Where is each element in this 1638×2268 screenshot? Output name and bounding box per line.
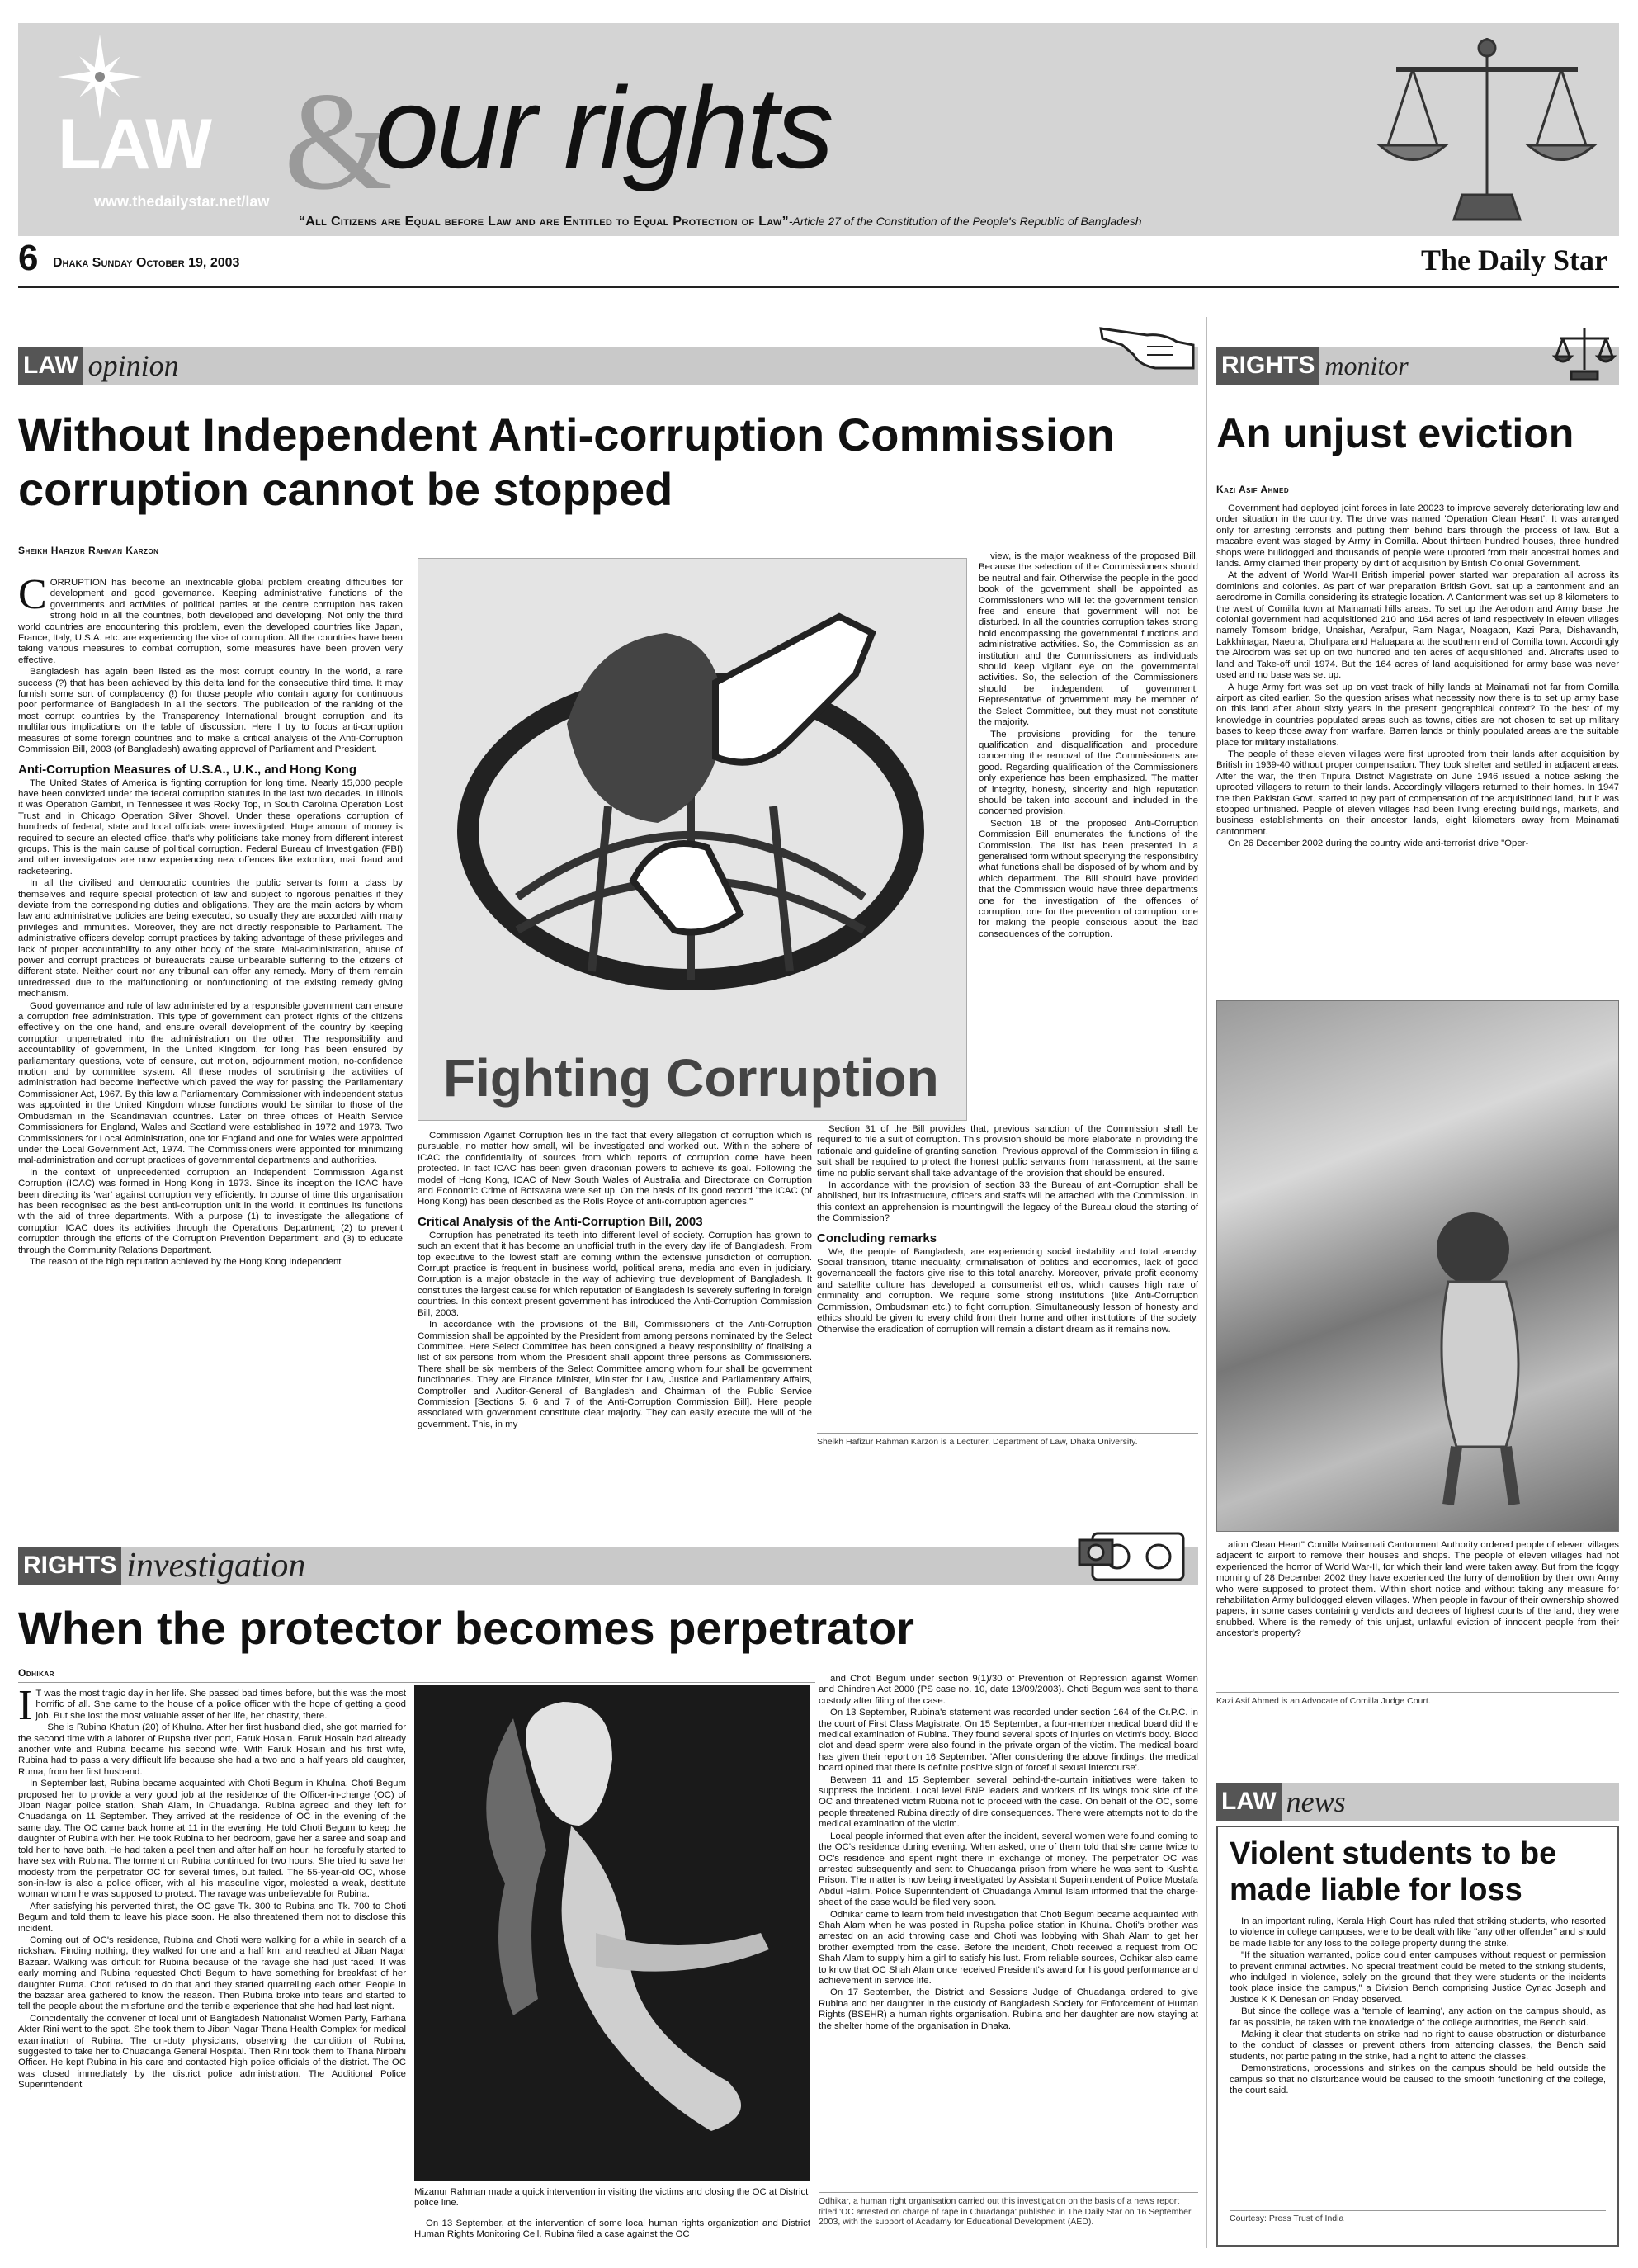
- law-opinion-col1: [18, 578, 403, 1461]
- paragraph: Coming out of OC's residence, Rubina and Choti were walking for a while in search of a rickshaw. Finding nothing, they walked for one and a half km. and reached at Jiban Nagar Bazaar. Walking was difficult for Rubina because of the ravage she had just faced. It was early morning and Rubina requested Choti Begum to have something for breakfast of her daughter Ruma. Choti refused to do that and they started quarrelling each other. People in the bazaar area gathered to know the reason. Then Rubina broke into tears and started to tell the people about the misfortune and the terrible experience that she had had last night.: [18, 1935, 406, 2012]
- paragraph: Good governance and rule of law administered by a responsible government can ensure a corruption free administration. This type of government can protect rights of the citizens effectively on the one hand, and ensure overall development of the country by keeping corruption unpenetrated into the administration on the other. The responsibility and accountability of government, in the United Kingdom, for long has been ensured by parliamentary questions, vote of censure, cut motion, adjournment motion, no-confidence motion and by committee system. All these modes of scrutinising the activities of administration had become ineffective which paved the way for passing the Parliamentary Commissioner Act, 1967. By this law a Parliamentary Commissioner with independent status was appointed in the United Kingdom whose functions would be similar to those of the Ombudsman in the Scandinavian countries. Later on three offices of Health Service Commissioners for England, Wales and Scotland were established in 1972 and 1973. Two Commissioners for Local Administration, one for England and one for Wales were appointed under the Local Government Act, 1974. The Commissioners were appointed for minimizing mal-administration and corrupt practices of governmental departments and authorities.: [18, 1000, 403, 1166]
- paragraph: view, is the major weakness of the proposed Bill. Because the selection of the Commissioners should be neutral and fair. Otherwise the people in the good book of the government shall be appointed as Commissioners who will let the government tension free and ensure that government will not be disturbed. In all the countries corruption takes strong hold encompassing the governmental functions and administrative activities. So, the Commission as an institution and the Commissioners as individuals should keep vigilant eye on the governmental activities. So, the selection of the Commissioners should be independent of government. Representative of government may be member of the Select Committee, but they must not constitute the majority.: [979, 551, 1198, 728]
- opinion-col3-rest: [817, 1124, 1198, 1225]
- newspaper-logo: The Daily Star: [1421, 243, 1608, 276]
- column-divider: [1206, 317, 1207, 2248]
- opinion-col2-paras: [418, 1131, 812, 1208]
- paragraph: The people of these eleven villages were first uprooted from their lands after acquisition by British in 1939-40 without proper compensation. They took shelter and settled in adjacent areas. After the war, the then Tripura District Magistrate on June 1946 issued a notice asking the uprooted villagers to return to their lands. Accordingly villagers returned to their homes. In 1947 the then Pakistan Govt. started to pay part of compensation of the acquisitioned land, but it was stopped unfinished. People of eleven villages had been living erecting buildings, markets, and business establishments on their ancestor lands, eight kilometers away from Mainamati cantonment.: [1216, 749, 1619, 837]
- law-news-headline: Violent students to be made liable for loss: [1230, 1836, 1557, 1907]
- paragraph: "If the situation warranted, police could enter campuses without request or permission to prevent criminal activities. No special treatment could be meted to the striking students, who indulged in violence, solely on the ground that they were students or the incidents took place inside the campus," a Division Bench comprising Justice Cyriac Joseph and Justice K K Denesan on Friday observed.: [1230, 1950, 1606, 2005]
- rights-monitor-byline: Kazi Asif Ahmed: [1216, 484, 1290, 495]
- subheading: Critical Analysis of the Anti-Corruption Bill, 2003: [418, 1214, 703, 1229]
- law-news-band: [1216, 1783, 1619, 1821]
- masthead-ampersand: &: [284, 64, 394, 219]
- eviction-photo: [1216, 1000, 1619, 1532]
- rights-investigation-col3: [819, 1674, 1198, 2185]
- paragraph: Commission Against Corruption lies in the fact that every allegation of corruption which is pursuable, no matter how small, will be investigated and worked out. Within the sphere of ICAC the confidentiality of sources from which reports of corruption come have been protected. In fact ICAC has been given draconian powers to achieve its goal. Following the model of Hong Kong, ICAC of New South Wales of Australia and Directorate on Corruption and Economic Crime of Botswana were set up. On the basis of its good record "the ICAC (of Hong Kong) has been described as the Rolls Royce of anti-corruption agencies.": [418, 1131, 812, 1207]
- top-rule: [18, 286, 1619, 288]
- masthead-url[interactable]: www.thedailystar.net/law: [94, 193, 270, 210]
- paragraph: On 13 September, Rubina's statement was recorded under section 164 of the Cr.P.C. in the court of First Class Magistrate. On 15 September, a four-member medical board did the medical examination of Rubina. They found several spots of injuries on victim's body. Blood clot and dead sperm were also found in the private organ of the victim. The medical board has given their report on 16 September. 'After considering the above findings, the medical board opined that there is definite positive sign of forceful sexual intercourse'.: [819, 1708, 1198, 1774]
- law-opinion-col3-wide: [817, 1124, 1198, 1421]
- paragraph: Coincidentally the convener of local unit of Bangladesh Nationalist Women Party, Farhana Akter Rini went to the spot. She took them to Jiban Nagar Thana Health Complex for medical examination of Rubina. The on-duty physicians, observing the condition of Rubina, suggested to take her to Chuadanga General Hospital. Then Rini took them to Thana Nirbahi Officer. He kept Rubina in his care and contacted high police officials of the district. The OC was closed immediately by the district police administration. The Additional Police Superintendent: [18, 2013, 406, 2091]
- paragraph: In all the civilised and democratic countries the public servants form a class by themselves and require special protection of law and subject to rigorous penalties if they deviate from the corresponding duties and obligations. They are the main actors by whom law and administrative policies are being executed, so usually they are accorded with many privileges and immunities. Moreover, they are not directly responsible to Parliament. The administrative officers develop corrupt practices by taking advantage of these privileges and lack of proper accountability to any other body of the state. Mal-administration, abuse of power and corrupt practices of bureaucrats cause unbearable suffering to the citizens of different state. Neither court nor any tribunal can offer any remedy. Many of them remain unredressed due to the malfunctioning or nonfunctioning of the existing remedy giving mechanism.: [18, 878, 403, 999]
- paragraph: Local people informed that even after the incident, several women were found coming to the OC's residence during evening. When asked, one of them told that she came twice to OC's residence and spent night there in exchange of money. The perpetrator OC was arrested subsequently and sent to Chuadanga prison from where he was sent to Kushtia Prison. The matter is now being investigated by Assistant Superintendent of Police Mostafa Abdul Halim. Police Superintendent of Chuadanga Aminul Islam informed that the charge-sheet of the case would be filed very soon.: [819, 1831, 1198, 1908]
- masthead-law: LAW: [58, 105, 211, 184]
- rights-investigation-band: [18, 1547, 1198, 1585]
- paragraph: Odhikar came to learn from field investigation that Choti Begum became acquainted with Shah Alam when he was posted in Rupsha police station in Khulna. Choti's brother was arrested on an acid throwing case and Choti was lobbying with Shah Alam to get her brother exempted from the case. Before the incident, Choti received a request from OC Shah Alam to supply him a girl to satisfy his lust. From reliable sources, Odhikar also came to know that OC Shah Alam once received President's award for his good performance and achievement in service life.: [819, 1909, 1198, 1986]
- paragraph: Government had deployed joint forces in late 20023 to improve severely deteriorating law and order situation in the country. The drive was named 'Operation Clean Heart'. It was arranged only for arresting terrorists and putting them behind bars through the process of law. But a macabre event was staged by Army in Comilla. About thirteen hundred houses, three hundred shops were bulldogged and thousands of people were uprooted from their ancestral homes and lands. Army claimed their property by dint of acquisition by British Colonial Government.: [1216, 503, 1619, 569]
- paragraph: The United States of America is fighting corruption for long time. Nearly 15,000 people have been convicted under the federal corruption statutes in the last two decades. In Illinois it was Operation Gambit, in Tennessee it was Rocky Top, in South Carolina Operation Lost Trust and in Chicago Operation Silver Shovel. Under these operations corruption of hundreds of federal, state and local officials were investigated. Huge amount of money is required to secure an elected office, that's why politicians take money from different interest groups. This is the main cause of political corruption. Federal Bureau of Investigation (FBI) and other investigators are now experiencing new offences like extortion, mail fraud and racketeering.: [18, 777, 403, 876]
- monitor-paras-after: [1216, 1540, 1619, 1640]
- rights-monitor-text-after: [1216, 1540, 1619, 1689]
- byline-rule: [18, 1682, 815, 1683]
- camera-tape-recorder-icon: [1076, 1515, 1200, 1591]
- investigation-col3-paras: [819, 1674, 1198, 2032]
- dateline: Dhaka Sunday October 19, 2003: [53, 256, 240, 270]
- child-figure-icon: [1399, 1199, 1564, 1513]
- paragraph: Making it clear that students on strike had no right to cause obstruction or disturbance to the conduct of classes or prevent others from attending classes, the Bench said students, not participating in the strike, had a right to attend the classes.: [1230, 2029, 1606, 2062]
- opinion-col3-paras: [979, 551, 1198, 940]
- constitution-quote: “All Citizens are Equal before Law and are Entitled to Equal Protection of Law”: [299, 215, 789, 229]
- rights-investigation-headline: When the protector becomes perpetrator: [18, 1602, 914, 1654]
- paragraph: and Choti Begum under section 9(1)/30 of Prevention of Repression against Women and Chindren Act 2000 (PS case no. 10, date 13/09/2003). Choti Begum was sent to thana custody after filing of the case.: [819, 1674, 1198, 1706]
- law-opinion-byline: Sheikh Hafizur Rahman Karzon: [18, 545, 159, 556]
- section-subtitle: news: [1286, 1785, 1346, 1818]
- rights-investigation-col2: [414, 2218, 810, 2255]
- paragraph: The reason of the high reputation achieved by the Hong Kong Independent: [30, 1256, 342, 1267]
- investigation-col1-paras: [18, 1689, 406, 2091]
- opinion-col3b-paras: [817, 1247, 1198, 1335]
- scales-of-justice-icon: [1371, 30, 1603, 234]
- drop-cap: C: [18, 578, 47, 618]
- paragraph: We, the people of Bangladesh, are experiencing social instability and total anarchy. Social transition, titanic inequality, crminalisation of politics and economics, lack of good governanceall the factors give rise to this total anarchy. Moreover, private profit economy and satellite culture has developed a consumerist ethos, which causes high rate of criminality and corruption. We require some strong institutions (like Anti-Corruption Commission, Ombudsman etc.) to fight corruption. Simultaneously lesson of honesty and ethics should be given to every child from their home and other institutions of the society. Otherwise the eradication of corruption will remain a distant dream as it remains now.: [817, 1246, 1198, 1335]
- paragraph: CORRUPTION has become an inextricable global problem creating difficulties for development and good governance. Keeping administrative functions of the governments and activities of political parties at the centre corruption has taken strong hold in all the countries, both developed and developing. Not only the third world countries are encountering this problem, even the developed countries like Japan, France, Italy, U.S.A. etc. are experiencing the vice of corruption. All the countries have been taking various measures to combat corruption, some measures have been proven very effective.: [18, 578, 403, 665]
- paragraph: Section 31 of the Bill provides that, previous sanction of the Commission shall be required to file a suit of corruption. This provision should be more elaborate in providing the rationale and guideline of granting sanction. Previous approval of the Commission in filing a suit shall be required to protect the honest public servants from harassment, at the same time no public servant shall take advantage of the provision that should be ensured.: [817, 1124, 1198, 1179]
- fighting-corruption-image: [418, 558, 967, 1121]
- masthead-quote-line: [299, 215, 1142, 229]
- paragraph: At the advent of World War-II British imperial power started war preparation all across its dominions and colonies. As part of war preparation British Govt. sat up a cantonment and an aerodrome in Comilla considering its strategic location. A Cantonment was set up 8 kilometers to the west of Comilla town at Mainamati hills areas. To set up the Aerodom and Army base the colonial government had acquisitioned 210 and 164 acres of land respectively in eleven villages namely Tomsom bridge, Unaishar, Asrafpur, Ram Nagar, Noagaon, Kazi Para, Dishavandh, Lakkhinagar, Naeura, Dhulipara and Haluapara at the southern end of Comilla town. Accordingly the Airodrom was set up on two hundred and ten acres of acquisitioned land. Aircrafts used to land and Take-off until 1974. But the 164 acres of land acquisitioned for army base was never used and no base was set up.: [1216, 570, 1619, 681]
- law-opinion-headline: Without Independent Anti-corruption Commission corruption cannot be stopped: [18, 409, 1115, 515]
- news-courtesy: Courtesy: Press Trust of India: [1230, 2210, 1606, 2224]
- section-tag: RIGHTS: [18, 1547, 121, 1585]
- paragraph: In accordance with the provisions of the Bill, Commissioners of the Anti-Corruption Commission shall be appointed by the President from among persons nominated by the Select Committee. Here Select Committee has been consigned a heavy responsibility of finalising a list of six persons from whom the President shall appoint three persons as Commissioners. There shall be six members of the Select Committee among whom four shall be government functionaries. They are Finance Minister, Minister for Law, Justice and Parliamentary Affairs, Comptroller and Auditor-General of Bangladesh and Chairman of the Public Service Commission [Sections 5, 6 and 7 of the Anti-Corruption Commission Bill]. Here people associated with government constitute clear majority. They can easily execute the will of the government. This, in my: [418, 1320, 812, 1429]
- law-opinion-col3: [979, 551, 1198, 1121]
- law-news-box: [1216, 1826, 1619, 2247]
- paragraph: On 26 December 2002 during the country wide anti-terrorist drive "Oper-: [1228, 839, 1529, 849]
- constitution-source: -Article 27 of the Constitution of the People's Republic of Bangladesh: [788, 215, 1142, 228]
- masthead-our-rights: our rights: [375, 63, 832, 192]
- opinion-author-note: Sheikh Hafizur Rahman Karzon is a Lecturer, Department of Law, Dhaka University.: [817, 1433, 1198, 1448]
- paragraph: After satisfying his perverted thirst, the OC gave Tk. 300 to Rubina and Tk. 700 to Choti Begum and told them to leave his place soon. He also threatened them not to disclose this incident.: [18, 1901, 406, 1934]
- paragraph: Corruption has penetrated its teeth into different level of society. Corruption has grown to such an extent that it has become an unofficial truth in the every day life of Bangladesh. From top executive to the lowest staff are coming within the extensive jurisdiction of corruption. Corrupt practice is frequent in business world, political arena, media and even in judiciary. Corruption is a major obstacle in the way of achieving true development of Bangladesh. It constitutes the largest cause for which reputation of Bangladesh is severely suffering in foreign countries. In this context present government has introduced the Anti-Corruption Commission Bill, 2003.: [418, 1230, 812, 1318]
- opinion-col1b-paras: [18, 778, 403, 1269]
- illustration-caption: Mizanur Rahman made a quick intervention in visiting the victims and closing the OC at District police line.: [414, 2187, 809, 2209]
- news-paras: [1230, 1916, 1606, 2097]
- subheading: Concluding remarks: [817, 1231, 937, 1245]
- investigation-col2-paras: [414, 2218, 810, 2241]
- masthead: [18, 23, 1619, 236]
- opinion-col1-paras: [18, 578, 403, 756]
- paragraph: She is Rubina Khatun (20) of Khulna. After her first husband died, she got married for the second time with a laborer of Rupsha river port, Faruk Hosain. Faruk Hosain had already another wife and Rubina became his second wife. With Faruk Hosain and his first wife, Rubina had to pass a very difficult life because she had a two and a half years old daughter, Ruma, from her first husband.: [18, 1722, 406, 1777]
- image-title: Fighting Corruption: [443, 1048, 939, 1108]
- monitor-author-note: Kazi Asif Ahmed is an Advocate of Comilla Judge Court.: [1216, 1692, 1619, 1707]
- rights-monitor-text: [1216, 503, 1619, 997]
- law-opinion-col2: [418, 1131, 812, 1461]
- paragraph: I T was the most tragic day in her life. She passed bad times before, but this was the most horrific of all. She came to the house of a police officer with the hope of getting a good job. But she lost the most valuable asset of her life, her chastity, there.: [18, 1689, 406, 1729]
- paragraph: But since the college was a 'temple of learning', any action on the campus should, as far as possible, be taken with the knowledge of the college authorities, the Bench said.: [1230, 2006, 1606, 2028]
- page-number: 6: [18, 238, 39, 278]
- opinion-col2b-paras: [418, 1231, 812, 1430]
- paragraph: In September last, Rubina became acquainted with Choti Begum in Khulna. Choti Begum proposed her to provide a very good job at the residence of the Officer-in-charge (OC) of Jiban Nagar police station, Shah Alam, in Chuadanga. Rubina agreed and they left for Chuadanga on 11 September. They arrived at the residence of OC in the evening of the same day. The OC came back home at 11 in the evening. He told Choti Begum to keep the daughter of Rubina with her. He took Rubina to her bedroom, gave her a saree and soap and told her to have bath. He had taken a peel then and after half an hour, he forcefully started to have sex with Rubina. The torment on Rubina continued for two hours. She tried to save her modesty from the perpetrator OC for several times, but failed. The 55-year-old OC, whose son-in-law is also a police officer, with all his masculine vigor, molested a weak, destitute woman whom he was supposed to protect. The ravage was unbelievable for Rubina.: [18, 1779, 406, 1900]
- pointing-hand-icon: [1098, 317, 1197, 375]
- paragraph: In an important ruling, Kerala High Court has ruled that striking students, who resorted to violence in college campuses, were to be dealt with like "any other offender" and should be made liable for any loss to the college property during the strike.: [1230, 1916, 1606, 1949]
- rights-monitor-headline: An unjust eviction: [1216, 410, 1574, 456]
- drop-cap: I: [18, 1689, 33, 1729]
- paragraph: In accordance with the provision of section 33 the Bureau of anti-Corruption shall be abolished, but its infrastructure, officers and staffs will be attached with the Commission. In this context an apprehension is mountingwill the legacy of the Bureau cloud the starting of the Commission?: [817, 1180, 1198, 1224]
- globe-hand-icon: [443, 584, 938, 1029]
- section-subtitle: monitor: [1324, 350, 1409, 380]
- woman-figure-icon: [414, 1685, 810, 2181]
- paragraph: A huge Army fort was set up on vast track of hilly lands at Mainamati not far from Comilla airport as cited earlier. So the question arises what necessity now there is to set up army base on this land after about sixty years in the present geographical context? To the best of my knowledge in countries populated areas such as towns, cities are not chosen to set up military bases to keep those away from warfare. Barren lands or thinly populated areas are the suitable place for military installations.: [1216, 682, 1619, 748]
- section-subtitle: investigation: [126, 1547, 306, 1585]
- paragraph: ation Clean Heart" Comilla Mainamati Cantonment Authority ordered people of eleven villages adjacent to airport to remove their houses and shops. The people of eleven villages had not experienced the horror of World War-II, for which their land were taken away. But from the foggy morning of 28 December 2002 they have experienced the furry of demolition by their own Army who were supposed to protect them. Within short notice and without taking any measure for rehabilitation Army bulldogged eleven villages. When people in favour of their ownership showed papers, in some cases containing verdicts and decrees of highest courts of the land, they were snubbed. Where is the remedy of this unjust, unlawful eviction of innocent people from their ancestor's property?: [1216, 1540, 1619, 1639]
- paragraph: Section 18 of the proposed Anti-Corruption Commission Bill enumerates the functions of the Commission. The list has been presented in a generalised form without specifying the responsibility what functions shall be disposed of by whom and by which department. The Bill should have provided that the Commission would have three departments one for the investigation of the offences of corruption, one for the prevention of corruption, one for making the people conscious about the bad consequences of the corruption.: [979, 818, 1198, 939]
- rights-investigation-byline: Odhikar: [18, 1667, 54, 1679]
- section-subtitle: opinion: [87, 349, 179, 382]
- law-news-text: [1230, 1916, 1606, 2207]
- paragraph: Between 11 and 15 September, several behind-the-curtain initiatives were taken to suppress the incident. Local level BNP leaders and workers of its wings took side of the OC and threatened victim Rubina not to proceed with the case. On behalf of the OC, some people threatened Rubina directly of dire consequences. There were attempts not to do the medical examination of the victim.: [819, 1774, 1198, 1830]
- paragraph: Demonstrations, processions and strikes on the campus should be held outside the campus so that no disturbance would be caused to the smooth functioning of the college, the court said.: [1230, 2063, 1606, 2096]
- paragraph: The provisions providing for the tenure, qualification and disqualification and procedure concerning the removal of the Commissioners are good. Regarding qualification of the Commissioners only experience has been emphasized. The matter of integrity, honesty, sincerity and high reputation should be taken into account and included in the concerned provision.: [979, 729, 1198, 817]
- paragraph: On 17 September, the District and Sessions Judge of Chuadanga ordered to give Rubina and her daughter in the custody of Bangladesh Society for Enforcement of Human Rights (BSEHR) a human rights organisation. Rubina and her daughter are now staying at the shelter home of the organisation in Dhaka.: [819, 1987, 1198, 2031]
- investigation-author-note: Odhikar, a human right organisation carried out this investigation on the basis of a news report titled 'OC arrested on charge of rape in Chuadanga' published in The Daily Star on 16 September 2003, with the support of Acadamy for Educational Development (AED).: [819, 2192, 1198, 2228]
- woman-illustration: [414, 1685, 810, 2181]
- paragraph: In the context of unprecedented corruption an Independent Commission Against Corruption (ICAC) was formed in Hong Kong in 1973. Since its inception the ICAC have been directing its 'war' against corruption very efficiently. In course of time this organisation has been recognised as the best anti-corruption unit in the world. It continues its functions with the aid of three departments. With a purpose (1) to investigate the allegations of corruption ICAC does its activities through the Operations Department; (2) to prevent corruption through the efforts of the Corruption Prevention Department; and (3) to educate through the Community Relations Department.: [18, 1167, 403, 1255]
- law-opinion-band: [18, 347, 1198, 385]
- paragraph: Bangladesh has again been listed as the most corrupt country in the world, a rare success (?) that has been achieved by this delta land for the consecutive third time. It may furnish some sort of complacency (!) for those people who contain agony for continuous poor performance of Bangladesh in all the sectors. The publication of the ranking of the most corrupt countries by the Transparency International brought corruption and its multifarious implications on the table of discussion. Here I try to focus anti-corruption measures of some foreign countries and to make a critical analysis of the Anti-Corruption Commission Bill, 2003 (of Bangladesh) awaiting approval of Parliament and President.: [18, 667, 403, 755]
- paragraph: On 13 September, at the intervention of some local human rights organization and District Human Rights Monitoring Cell, Rubina filed a case against the OC: [414, 2218, 810, 2240]
- monitor-paras: [1216, 503, 1619, 850]
- scales-gavel-icon: [1551, 324, 1617, 383]
- section-tag: LAW: [1216, 1783, 1282, 1821]
- section-tag: RIGHTS: [1216, 347, 1319, 385]
- rights-investigation-col1: [18, 1689, 406, 2258]
- subheading: Anti-Corruption Measures of U.S.A., U.K., and Hong Kong: [18, 762, 356, 777]
- section-tag: LAW: [18, 347, 83, 385]
